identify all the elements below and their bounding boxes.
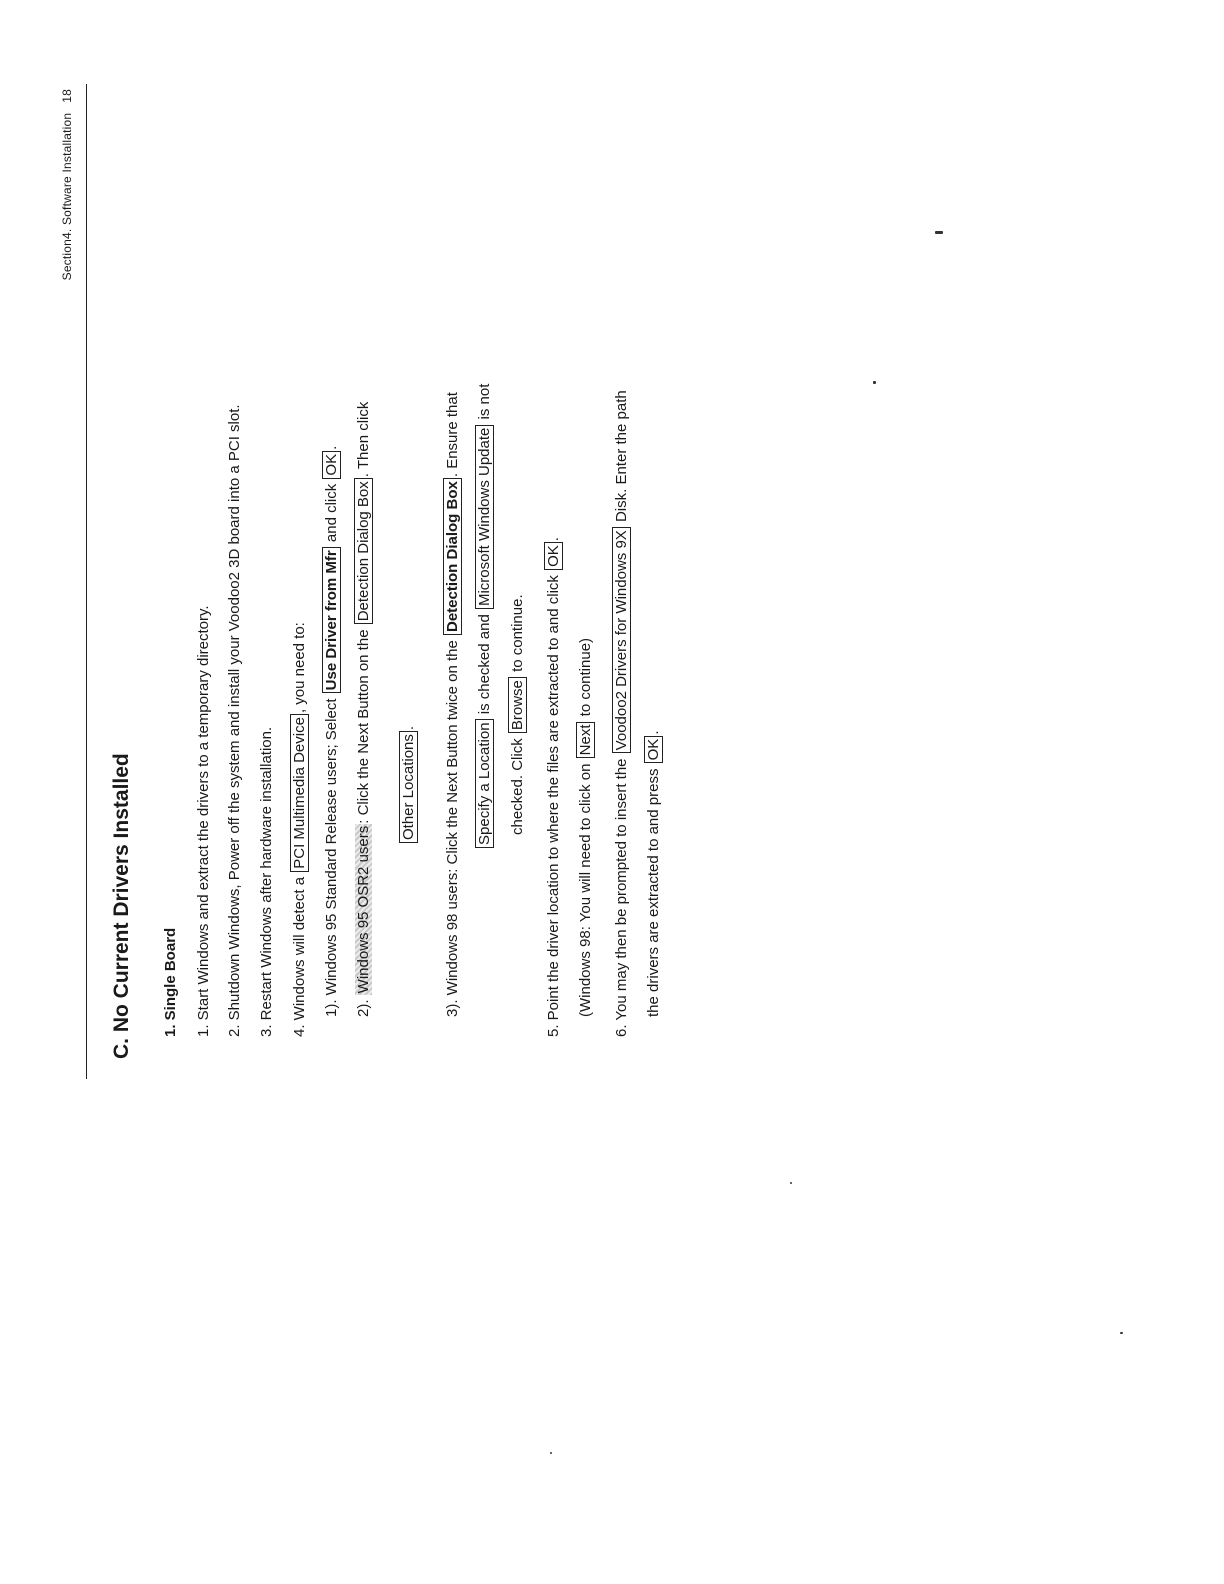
step-6-text: 6. You may then be prompted to insert the (613, 754, 630, 1037)
scan-speck (1120, 1332, 1123, 1334)
step-5-end: . (545, 537, 562, 542)
section-title: Section4. Software Installation (60, 112, 74, 281)
step-4-1-end: . (323, 445, 340, 450)
step-6-end: Disk. Enter the path (613, 390, 630, 527)
step-4 (290, 622, 310, 1037)
voodoo2-drivers-disk-label: Voodoo2 Drivers for Windows 9X (612, 527, 631, 753)
detection-dialog-box-label-2: Detection Dialog Box (443, 478, 462, 635)
step-4-3-end-2: is not (476, 383, 493, 424)
step-5-text: 5. Point the driver location to where the files are extracted to and click (545, 570, 562, 1037)
detection-dialog-box-label: Detection Dialog Box (354, 478, 373, 624)
step-1: 1. Start Windows and extract the drivers to a temporary directory. (195, 605, 212, 1037)
step-4-2-text: : Click the Next Button on the (355, 625, 372, 824)
windows-95-osr2-highlight: Windows 95 OSR2 users (355, 825, 372, 994)
ok-button-3: OK (644, 736, 663, 764)
step-4-3-mid: is checked and (476, 610, 493, 719)
step-4-2 (354, 402, 374, 1017)
step-4-3-end: . Ensure that (444, 392, 461, 478)
step-4-2-period: . (400, 725, 417, 731)
scan-speck (873, 381, 876, 384)
step-4-3-continued (475, 384, 495, 849)
use-driver-from-mfr-button: Use Driver from Mfr (322, 547, 341, 693)
step-4-text-end: , you need to: (291, 622, 308, 714)
step-6 (612, 390, 632, 1037)
step-4-2-end: . Then click (355, 401, 372, 478)
subsection-heading: 1. Single Board (162, 927, 179, 1037)
scan-speck (935, 231, 943, 234)
ok-button: OK (322, 451, 341, 479)
step-5-note (576, 638, 596, 1017)
running-header (60, 89, 74, 509)
page-number: 18 (60, 89, 74, 103)
step-4-3-text-3: checked. Click (509, 734, 526, 835)
step-5-note-text: (Windows 98: You will need to click on (577, 759, 594, 1017)
browse-button: Browse (508, 677, 527, 733)
step-3: 3. Restart Windows after hardware installation. (258, 726, 275, 1037)
section-heading: C. No Current Drivers Installed (110, 753, 133, 1059)
step-4-3-end-3: to continue. (509, 594, 526, 677)
step-4-1-mid: and click (323, 479, 340, 547)
scan-speck (550, 1452, 552, 1454)
microsoft-windows-update-option: Microsoft Windows Update (475, 425, 494, 609)
step-5-note-end: to continue) (577, 637, 594, 721)
step-4-1 (322, 446, 342, 1017)
step-4-3-text: 3). Windows 98 users: Click the Next Button twice on the (444, 636, 461, 1017)
step-4-3-continued-2 (508, 594, 528, 835)
step-4-3 (443, 392, 463, 1017)
pci-multimedia-device-label: PCI Multimedia Device (290, 714, 309, 872)
step-4-2-continued (399, 726, 419, 844)
header-rule (86, 84, 87, 1079)
step-2: 2. Shutdown Windows, Power off the system and install your Voodoo2 3D board into a PCI slot. (226, 404, 243, 1037)
step-4-2-num: 2). (355, 995, 372, 1017)
step-6-text-2: the drivers are extracted to and press (645, 764, 662, 1017)
ok-button-2: OK (544, 542, 563, 570)
step-6-continued (644, 731, 664, 1018)
next-button: Next (576, 722, 595, 759)
step-5 (544, 537, 564, 1037)
specify-a-location-option: Specify a Location (475, 719, 494, 848)
step-4-1-text: 1). Windows 95 Standard Release users; Select (323, 694, 340, 1017)
step-6-period: . (645, 730, 662, 735)
scan-speck (790, 1182, 792, 1184)
other-locations-button: Other Locations (399, 731, 418, 843)
step-4-text: 4. Windows will detect a (291, 872, 308, 1037)
